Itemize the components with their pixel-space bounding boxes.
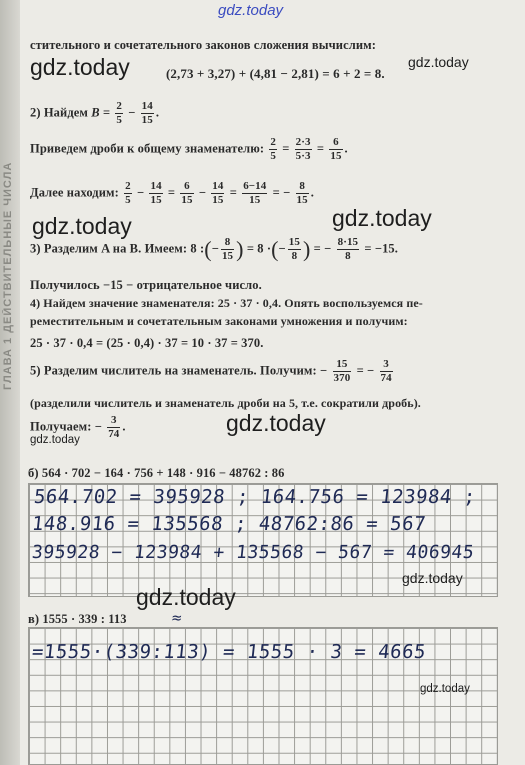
expr-sum: (2,73 + 3,27) + (4,81 − 2,81) = 6 + 2 = 8. [166,66,385,81]
step-3-line: 3) Разделим A на B. Имеем: 8 :(− $\frac{8}{15}$ ) = 8 ·(− $\frac{15}{8}$ ) = − $\frac{8\cdot 15}{8}$ = −15. [30,236,399,262]
step-4-line: 4) Найдем значение знаменателя: 25 · 37 · 0,4. Опять воспользуемся пе- [30,296,423,310]
task-v-heading: в) 1555 · 339 : 113 [28,612,127,626]
multiplication-line: 25 · 37 · 0,4 = (25 · 0,4) · 37 = 10 · 37 = 370. [30,336,264,350]
fraction-2-5: $\frac{2}{5}$ [116,100,122,126]
var-b: B = [91,105,111,120]
result-line: Получаем: − $\frac{3}{74}$ . [30,414,126,440]
handwriting-b-1: 564.702 = 395928 ; 164.756 = 123984 ; [32,486,477,508]
watermark: gdz.today [420,683,470,695]
step-5-line: 5) Разделим числитель на знаменатель. Получим: − $\frac{15}{370}$ = − $\frac{3}{74}$ [30,358,392,384]
text-line-1: стительного и сочетательного законов сложения вычислим: [30,38,377,52]
further-line: Далее находим: $\frac{2}{5}$ − $\frac{14}{15}$ = $\frac{6}{15}$ − $\frac{14}{15}$ = $\frac{6-14}{15}$ = − $\frac{8}{15}$ . [30,180,314,206]
watermark-top: gdz.today [218,2,284,19]
book-spine [0,0,20,765]
fraction-14-15: $\frac{14}{15}$ [141,100,153,126]
page-content [28,0,518,765]
common-denominator-line: Приведем дроби к общему знаменателю: $\frac{2}{5}$ = $\frac{2\cdot 3}{5\cdot 3}$ = $\frac{6}{15}$ . [30,136,348,162]
watermark: gdz.today [408,54,469,70]
watermark: gdz.today [402,570,463,586]
watermark: gdz.today [30,54,130,80]
watermark: gdz.today [30,434,80,446]
step-2-label: 2) Найдем [30,105,88,120]
handwriting-b-2: 148.916 = 135568 ; 48762:86 = 567 [30,513,428,535]
handwriting-v-approx: ≈ [171,608,184,627]
chapter-title: ГЛАВА 1 ДЕЙСТВИТЕЛЬНЫЕ ЧИСЛА [2,161,14,390]
step-2-line: 2) Найдем B = $\frac{2}{5}$ − $\frac{14}{15}$ . [30,100,160,126]
watermark: gdz.today [226,410,326,436]
text-line-reduced: (разделили числитель и знаменатель дроби на 5, т.е. сократили дробь). [30,396,421,410]
handwriting-v-1: =1555·(339:113) = 1555 · 3 = 4665 [30,641,428,663]
watermark: gdz.today [32,213,132,239]
step-4-line-2: реместительным и сочетательным законами умножения и получим: [30,314,408,328]
task-b-heading: б) 564 · 702 − 164 · 756 + 148 · 916 − 48762 : 86 [28,466,285,480]
watermark: gdz.today [136,584,236,610]
text-line-negative: Получилось −15 − отрицательное число. [30,278,262,292]
handwriting-b-3: 395928 − 123984 + 135568 − 567 = 406945 [30,542,476,563]
watermark: gdz.today [332,205,432,231]
